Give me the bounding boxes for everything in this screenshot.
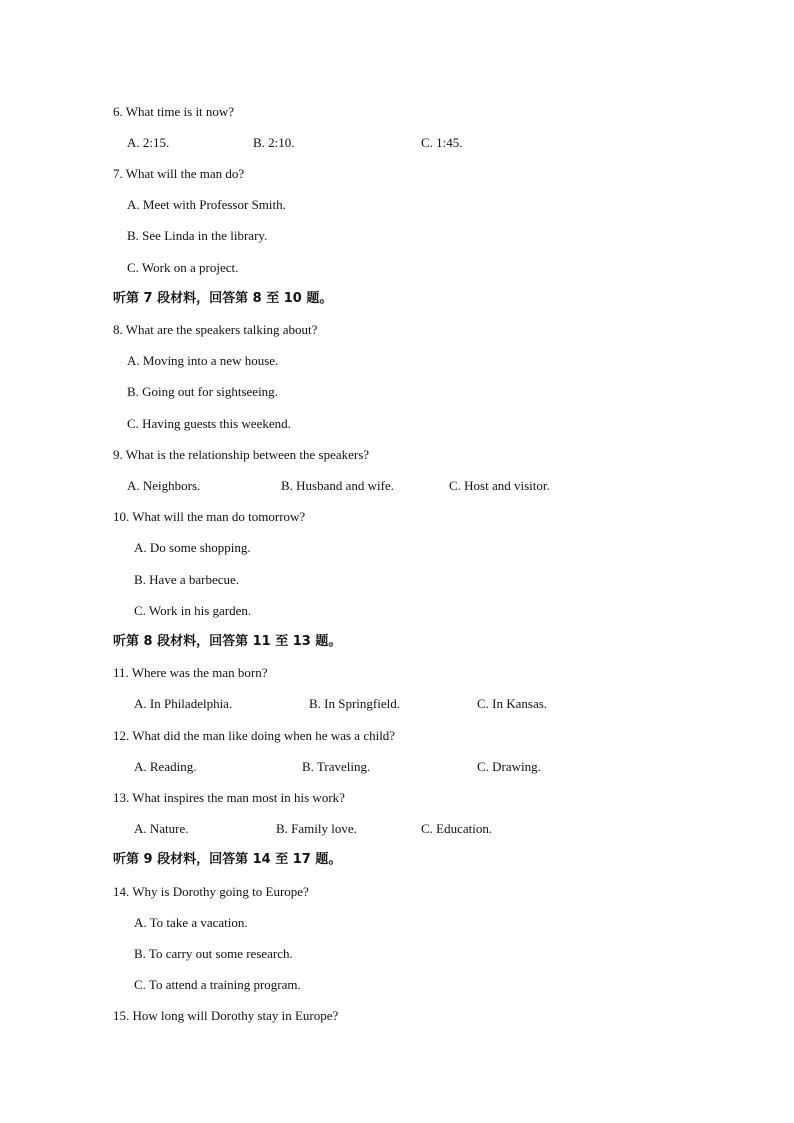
question-8-option-b: B. Going out for sightseeing. (127, 384, 278, 399)
question-10: 10. What will the man do tomorrow? (113, 509, 306, 524)
question-9: 9. What is the relationship between the speakers? (113, 447, 370, 462)
question-6: 6. What time is it now? (113, 104, 235, 119)
question-14-option-c: C. To attend a training program. (134, 977, 301, 992)
question-11-option-a: A. In Philadelphia. (134, 696, 233, 711)
question-10-option-c: C. Work in his garden. (134, 603, 252, 618)
question-11-option-c: C. In Kansas. (477, 696, 548, 711)
question-12-option-b: B. Traveling. (302, 759, 371, 774)
question-15: 15. How long will Dorothy stay in Europe? (113, 1008, 339, 1023)
question-12-option-a: A. Reading. (134, 759, 197, 774)
question-9-option-b: B. Husband and wife. (281, 478, 395, 493)
section-heading-7: 听第 7 段材料，回答第 8 至 10 题。 (113, 291, 333, 306)
question-7: 7. What will the man do? (113, 166, 245, 181)
question-13-option-c: C. Education. (421, 821, 493, 836)
question-6-option-a: A. 2:15. (127, 135, 170, 150)
question-10-option-b: B. Have a barbecue. (134, 572, 240, 587)
question-8-option-a: A. Moving into a new house. (127, 353, 279, 368)
question-14: 14. Why is Dorothy going to Europe? (113, 884, 309, 899)
question-6-option-c: C. 1:45. (421, 135, 463, 150)
question-14-option-b: B. To carry out some research. (134, 946, 293, 961)
question-7-option-b: B. See Linda in the library. (127, 228, 268, 243)
question-10-option-a: A. Do some shopping. (134, 540, 251, 555)
question-13-option-a: A. Nature. (134, 821, 189, 836)
question-8: 8. What are the speakers talking about? (113, 322, 318, 337)
question-8-option-c: C. Having guests this weekend. (127, 416, 291, 431)
question-7-option-c: C. Work on a project. (127, 260, 239, 275)
question-11-option-b: B. In Springfield. (309, 696, 400, 711)
section-heading-9: 听第 9 段材料，回答第 14 至 17 题。 (113, 852, 342, 867)
question-11: 11. Where was the man born? (113, 665, 268, 680)
section-heading-8: 听第 8 段材料，回答第 11 至 13 题。 (113, 634, 342, 649)
question-12: 12. What did the man like doing when he was a child? (113, 728, 396, 743)
question-13-option-b: B. Family love. (276, 821, 357, 836)
question-9-option-c: C. Host and visitor. (449, 478, 550, 493)
question-13: 13. What inspires the man most in his work? (113, 790, 345, 805)
question-6-option-b: B. 2:10. (253, 135, 295, 150)
question-14-option-a: A. To take a vacation. (134, 915, 248, 930)
question-9-option-a: A. Neighbors. (127, 478, 201, 493)
question-7-option-a: A. Meet with Professor Smith. (127, 197, 286, 212)
question-12-option-c: C. Drawing. (477, 759, 541, 774)
